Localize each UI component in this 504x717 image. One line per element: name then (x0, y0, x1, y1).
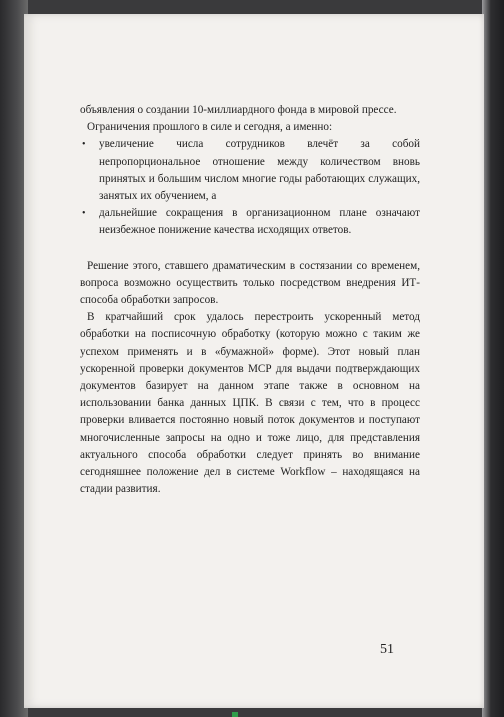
paragraph-intro: объявления о создании 10-миллиардного фонда в мировой прессе. (80, 104, 397, 116)
bullet-icon: • (82, 208, 86, 220)
book-edge-shadow (482, 0, 504, 717)
page-number: 51 (380, 642, 394, 657)
limitations-list (80, 136, 420, 239)
list-item-text: увеличение числа сотрудников влечёт за собой непропорциональное отношение между количеством вновь принятых и большим числом многие годы работающих служащих, занятых их обучением, а (99, 138, 420, 203)
paragraph-limitations-heading: Ограничения прошлого в силе и сегодня, а именно: (87, 121, 333, 134)
bullet-icon: • (82, 139, 86, 151)
list-item-text: дальнейшие сокращения в организационном плане означают неизбежное понижение качества исходящих ответов. (99, 207, 420, 237)
paragraph-gap (80, 240, 420, 258)
paragraph-solution: Решение этого, ставшего драматическим в состязании со временем, вопроса возможно осуществить только посредством внедрения ИТ-способа обработки запросов. (80, 259, 420, 307)
bookmark-tab (232, 712, 238, 717)
paragraph-shortest-time: В кратчайший срок удалось перестроить ускоренный метод обработки на посписочную обработку (которую можно с таким же успехом применять и в «бумажной» форме). Этот новый план ускоренной проверки документов МСР для выдачи подтверждающих документов базирует на данном этапе также в основном на использовании банка данных ЦПК. В связи с тем, что в процесс проверки вливается постоянно новый поток документов и поступают многочисленные запросы на одно и тоже лицо, для представления актуального способа обработки следует принять во внимание сегодняшнее положение дел в системе Workflow – находящаяся на стадии развития. (80, 311, 420, 496)
page-content (80, 102, 420, 498)
list-item (80, 205, 420, 239)
list-item (80, 136, 420, 205)
document-page (24, 14, 484, 708)
